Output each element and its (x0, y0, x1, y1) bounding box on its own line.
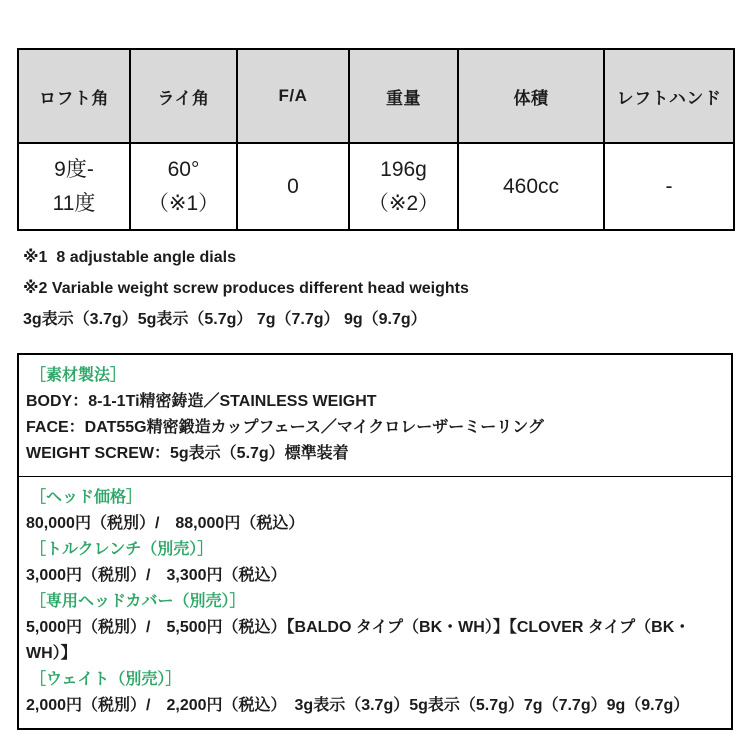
col-header-lie-angle: ライ角 (130, 49, 237, 143)
detail-infobox (17, 353, 733, 730)
cell-volume (458, 143, 604, 230)
material-section (19, 355, 731, 476)
spec-table-header-row (18, 49, 734, 143)
head-price-heading: ［ヘッド価格］ (30, 489, 143, 506)
col-header-weight: 重量 (349, 49, 458, 143)
cell-line: 60° (167, 157, 200, 181)
cell-lie-angle (130, 143, 237, 230)
material-section-heading: ［素材製法］ (30, 367, 127, 384)
cell-loft-angle (18, 143, 130, 230)
weight-option-heading: ［ウェイト（別売）］ (30, 671, 182, 688)
cell-line: 0 (287, 174, 299, 198)
head-price-body: 80,000円（税別）/ 88,000円（税込） (26, 515, 305, 532)
cell-weight (349, 143, 458, 230)
material-body-line: BODY：8-1-1Ti精密鋳造／STAINLESS WEIGHT (26, 393, 377, 410)
head-cover-heading: ［専用ヘッドカバー（別売）］ (30, 593, 246, 610)
cell-line: （※2） (367, 191, 440, 215)
material-weight-screw-line: WEIGHT SCREW：5g表示（5.7g）標準装着 (26, 445, 349, 462)
cell-fa (237, 143, 349, 230)
footnote-2: ※2 Variable weight screw produces different head weights (23, 280, 469, 297)
cell-line: 11度 (52, 191, 96, 215)
cell-line: - (665, 174, 673, 198)
spec-table-value-row (18, 143, 734, 230)
col-header-fa: F/A (237, 49, 349, 143)
price-section (19, 476, 731, 728)
torque-wrench-body: 3,000円（税別）/ 3,300円（税込） (26, 567, 287, 584)
cell-left-hand (604, 143, 734, 230)
cell-line: 9度- (54, 157, 94, 181)
footnote-weight-list: 3g表示（3.7g）5g表示（5.7g） 7g（7.7g） 9g（9.7g） (23, 311, 427, 328)
material-face-line: FACE：DAT55G精密鍛造カップフェース／マイクロレーザーミーリング (26, 419, 544, 436)
footnotes (23, 247, 732, 331)
col-header-volume: 体積 (458, 49, 604, 143)
col-header-left-hand: レフトハンド (604, 49, 734, 143)
head-cover-body: 5,000円（税別）/ 5,500円（税込）【BALDO タイプ（BK・WH）】【CLOVER タイプ（BK・WH）】 (26, 619, 691, 662)
col-header-loft-angle: ロフト角 (18, 49, 130, 143)
cell-line: （※1） (147, 191, 220, 215)
weight-option-body: 2,000円（税別）/ 2,200円（税込） 3g表示（3.7g）5g表示（5.7g）7g（7.7g）9g（9.7g） (26, 697, 690, 714)
cell-line: 196g (380, 157, 427, 181)
footnote-1: ※1 8 adjustable angle dials (23, 249, 236, 266)
spec-table (17, 48, 735, 231)
cell-line: 460cc (502, 174, 560, 198)
torque-wrench-heading: ［トルクレンチ（別売）］ (30, 541, 214, 558)
